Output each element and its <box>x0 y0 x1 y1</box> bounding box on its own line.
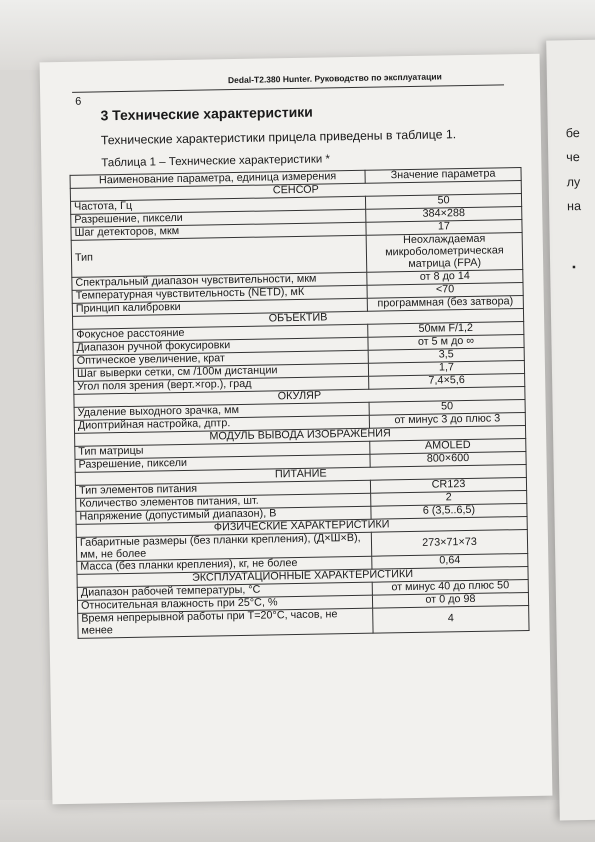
section-heading: ЭКСПЛУАТАЦИОННЫЕ ХАРАКТЕРИСТИКИ <box>77 567 528 588</box>
parameter-name: Тип матрицы <box>75 441 370 459</box>
parameter-value: 50мм F/1,2 <box>368 321 524 337</box>
parameter-value: программная (без затвора) <box>367 295 523 311</box>
parameter-name: Принцип калибровки <box>72 298 367 316</box>
manual-page <box>40 54 553 805</box>
page-number: 6 <box>75 95 82 108</box>
parameter-name: Масса (без планки крепления), кг, не более <box>77 557 372 575</box>
parameter-name: Фокусное расстояние <box>73 324 368 342</box>
parameter-name: Тип <box>71 235 367 277</box>
parameter-value: 7,4×5,6 <box>369 373 525 389</box>
parameter-name: Оптическое увеличение, крат <box>73 350 368 368</box>
parameter-name: Спектральный диапазон чувствительности, мкм <box>72 272 367 290</box>
adjacent-page-fragment: лу <box>566 175 581 190</box>
parameter-name: Частота, Гц <box>70 196 365 214</box>
parameter-name: Напряжение (допустимый диапазон), В <box>76 506 371 524</box>
parameter-name: Время непрерывной работы при Т=20°С, часов, не менее <box>78 609 373 639</box>
parameter-name: Диапазон ручной фокусировки <box>73 337 368 355</box>
adjacent-page-fragment: бе <box>565 126 580 141</box>
adjacent-page-fragment: на <box>566 199 582 214</box>
spec-table-body <box>70 181 529 639</box>
parameter-name: Относительная влажность при 25°С, % <box>77 596 372 614</box>
section-heading: СЕНСОР <box>70 181 521 202</box>
adjacent-page-fragment: че <box>566 150 580 165</box>
parameter-value: 273×71×73 <box>371 529 527 556</box>
parameter-value: 4 <box>373 606 529 633</box>
running-header: Dedal-T2.380 Hunter. Руководство по эксплуатации <box>227 71 442 86</box>
parameter-name: Угол поля зрения (верт.×гор.), град <box>74 376 369 394</box>
section-heading: МОДУЛЬ ВЫВОДА ИЗОБРАЖЕНИЯ <box>75 425 526 446</box>
parameter-value: 50 <box>365 194 521 210</box>
parameter-name: Тип элементов питания <box>75 480 370 498</box>
parameter-value: 50 <box>369 399 525 415</box>
section-heading: ОКУЛЯР <box>74 386 525 407</box>
parameter-value: от минус 40 до плюс 50 <box>372 580 528 596</box>
parameter-value: 0,64 <box>372 554 528 570</box>
parameter-value: Неохлаждаемая микроболометрическая матрица (FPA) <box>366 233 523 272</box>
parameter-name: Шаг выверки сетки, см /100м дистанции <box>73 363 368 381</box>
parameter-value: от 5 м до ∞ <box>368 334 524 350</box>
table-caption: Таблица 1 – Технические характеристики * <box>101 153 330 170</box>
parameter-name: Разрешение, пиксели <box>71 209 366 227</box>
parameter-value: 2 <box>371 490 527 506</box>
section-heading: ПИТАНИЕ <box>75 464 526 485</box>
parameter-value: от 8 до 14 <box>367 269 523 285</box>
parameter-value: CR123 <box>370 477 526 493</box>
parameter-value: 384×288 <box>366 207 522 223</box>
section-heading: ФИЗИЧЕСКИЕ ХАРАКТЕРИСТИКИ <box>76 516 527 537</box>
section-heading: ОБЪЕКТИВ <box>72 308 523 329</box>
parameter-value: 1,7 <box>368 360 524 376</box>
header-divider <box>72 84 504 93</box>
parameter-name: Диоптрийная настройка, дптр. <box>74 415 369 433</box>
parameter-value: 3,5 <box>368 347 524 363</box>
background-table-surface <box>0 800 595 842</box>
parameter-value: AMOLED <box>370 438 526 454</box>
parameter-name: Габаритные размеры (без планки крепления), (Д×Ш×В), мм, не более <box>76 532 371 562</box>
parameter-value: 800×600 <box>370 451 526 467</box>
parameter-name: Температурная чувствительность (NETD), мК <box>72 285 367 303</box>
header-parameter: Наименование параметра, единица измерения <box>70 170 365 188</box>
parameter-value: от 0 до 98 <box>372 593 528 609</box>
parameter-value: от минус 3 до плюс 3 <box>369 412 525 428</box>
parameter-name: Шаг детекторов, мкм <box>71 222 366 240</box>
parameter-name: Диапазон рабочей температуры, °С <box>77 583 372 601</box>
section-title: 3 Технические характеристики <box>100 103 313 124</box>
bullet-mark-icon: ▪ <box>572 262 576 274</box>
spec-table <box>70 167 530 639</box>
parameter-name: Разрешение, пиксели <box>75 454 370 472</box>
parameter-name: Количество элементов питания, шт. <box>76 493 371 511</box>
intro-paragraph: Технические характеристики прицела приведены в таблице 1. <box>100 127 457 148</box>
parameter-name: Удаление выходного зрачка, мм <box>74 402 369 420</box>
header-value: Значение параметра <box>365 168 521 184</box>
parameter-value: 17 <box>366 220 522 236</box>
parameter-value: <70 <box>367 282 523 298</box>
parameter-value: 6 (3,5..6,5) <box>371 503 527 519</box>
adjacent-page-edge <box>546 40 595 821</box>
